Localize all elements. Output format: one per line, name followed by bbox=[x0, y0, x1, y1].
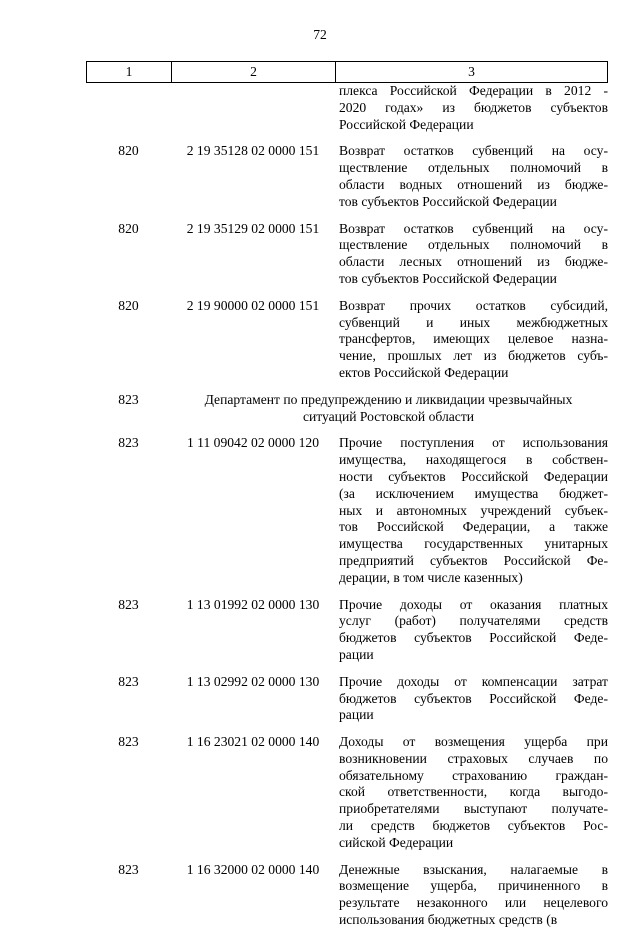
admin-code-cell: 820 bbox=[118, 220, 139, 236]
description-line: Денежные взыскания, налагаемые в bbox=[339, 861, 608, 877]
description-cell bbox=[335, 597, 608, 664]
description-cell bbox=[335, 298, 608, 382]
table-row bbox=[86, 597, 608, 664]
description-cell bbox=[335, 143, 608, 210]
revenue-code-cell: 2 19 35128 02 0000 151 bbox=[186, 143, 320, 159]
admin-code-cell: 823 bbox=[118, 391, 139, 407]
table-row bbox=[86, 83, 608, 133]
description-line: трансфертов, имеющих целевое назна- bbox=[339, 331, 608, 347]
description-cell bbox=[335, 435, 608, 586]
description-line: рации bbox=[339, 646, 374, 662]
description-line: имущества государственных унитарных bbox=[339, 536, 608, 552]
department-name bbox=[171, 392, 608, 426]
description-cell bbox=[335, 862, 608, 929]
revenue-code-cell: 1 13 01992 02 0000 130 bbox=[186, 596, 320, 612]
description-cell bbox=[335, 674, 608, 724]
description-line: возникновении страховых случаев по bbox=[339, 750, 608, 766]
description-line: тов субъектов Российской Федерации bbox=[339, 193, 557, 209]
description-line: ли средств бюджетов субъектов Рос- bbox=[339, 818, 608, 834]
revenue-code-cell: 1 11 09042 02 0000 120 bbox=[186, 435, 320, 451]
description-cell bbox=[335, 83, 608, 133]
description-line: (за исключением имущества бюджет- bbox=[339, 485, 608, 501]
table-row bbox=[86, 734, 608, 852]
table-row bbox=[86, 862, 608, 929]
revenue-code-cell: 2 19 35129 02 0000 151 bbox=[186, 220, 320, 236]
description-line: ных и автономных учреждений субъек- bbox=[339, 502, 608, 518]
description-line: рации bbox=[339, 707, 374, 723]
description-line: бюджетов субъектов Российской Феде- bbox=[339, 690, 608, 706]
revenue-code-cell: 1 16 32000 02 0000 140 bbox=[186, 861, 320, 877]
description-line: бюджетов субъектов Российской Феде- bbox=[339, 630, 608, 646]
description-line: сийской Федерации bbox=[339, 834, 454, 850]
description-line: услуг (работ) получателями средств bbox=[339, 613, 608, 629]
description-line: области водных отношений из бюдже- bbox=[339, 176, 608, 192]
department-row bbox=[86, 392, 608, 426]
description-line: приобретателями выступают получате- bbox=[339, 801, 608, 817]
description-line: области лесных отношений из бюдже- bbox=[339, 254, 608, 270]
description-line: Доходы от возмещения ущерба при bbox=[339, 734, 608, 750]
description-line: 2020 годах» из бюджетов субъектов bbox=[339, 99, 608, 115]
description-line: ности субъектов Российской Федерации bbox=[339, 468, 608, 484]
admin-code-cell: 823 bbox=[118, 435, 139, 451]
header-col-2: 2 bbox=[172, 62, 336, 82]
header-col-3: 3 bbox=[468, 63, 475, 79]
description-line: имущества, находящегося в собствен- bbox=[339, 452, 608, 468]
table-row bbox=[86, 435, 608, 586]
description-line: результате незаконного или нецелевого bbox=[339, 895, 608, 911]
table-row bbox=[86, 143, 608, 210]
table-body bbox=[86, 83, 608, 929]
description-line: тов субъектов Российской Федерации bbox=[339, 270, 557, 286]
description-line: Прочие доходы от оказания платных bbox=[339, 596, 608, 612]
revenue-code-cell: 1 16 23021 02 0000 140 bbox=[186, 734, 320, 750]
description-line: возмещение ущерба, причиненного в bbox=[339, 878, 608, 894]
revenue-code-cell: 2 19 90000 02 0000 151 bbox=[186, 297, 320, 313]
description-line: ектов Российской Федерации bbox=[339, 364, 509, 380]
description-line: ской ответственности, когда выгодо- bbox=[339, 784, 608, 800]
description-line: использования бюджетных средств (в bbox=[339, 912, 558, 928]
table-row bbox=[86, 221, 608, 288]
description-line: чение, прошлых лет из бюджетов субъ- bbox=[339, 348, 608, 364]
admin-code-cell: 823 bbox=[118, 861, 139, 877]
description-line: ществление отдельных полномочий в bbox=[339, 160, 608, 176]
description-line: ществление отдельных полномочий в bbox=[339, 237, 608, 253]
description-line: обязательному страхованию граждан- bbox=[339, 767, 608, 783]
admin-code-cell bbox=[86, 83, 171, 133]
description-line: субвенций и иных межбюджетных bbox=[339, 314, 608, 330]
table-row bbox=[86, 298, 608, 382]
table-header bbox=[86, 61, 608, 83]
description-line: Прочие доходы от компенсации затрат bbox=[339, 673, 608, 689]
description-line: Возврат остатков субвенций на осу- bbox=[339, 143, 608, 159]
description-line: плекса Российской Федерации в 2012 - bbox=[339, 83, 608, 98]
admin-code-cell: 823 bbox=[118, 596, 139, 612]
revenue-code-cell: 1 13 02992 02 0000 130 bbox=[186, 673, 320, 689]
description-line: тов Российской Федерации, а также bbox=[339, 519, 608, 535]
department-name-line: ситуаций Ростовской области bbox=[302, 408, 475, 424]
description-line: Российской Федерации bbox=[339, 116, 474, 132]
revenue-code-cell bbox=[171, 83, 335, 133]
description-line: дерации, в том числе казенных) bbox=[339, 569, 523, 585]
department-name-line: Департамент по предупреждению и ликвидации чрезвычайных bbox=[204, 391, 573, 407]
table-row bbox=[86, 674, 608, 724]
description-line: Возврат остатков субвенций на осу- bbox=[339, 220, 608, 236]
page-number: 72 bbox=[313, 27, 327, 42]
description-cell bbox=[335, 221, 608, 288]
header-col-1: 1 bbox=[87, 62, 172, 82]
description-line: Прочие поступления от использования bbox=[339, 435, 608, 451]
admin-code-cell: 820 bbox=[118, 143, 139, 159]
description-line: Возврат прочих остатков субсидий, bbox=[339, 297, 608, 313]
description-line: предприятий субъектов Российской Фе- bbox=[339, 552, 608, 568]
admin-code-cell: 820 bbox=[118, 297, 139, 313]
admin-code-cell: 823 bbox=[118, 673, 139, 689]
description-cell bbox=[335, 734, 608, 852]
admin-code-cell: 823 bbox=[118, 734, 139, 750]
